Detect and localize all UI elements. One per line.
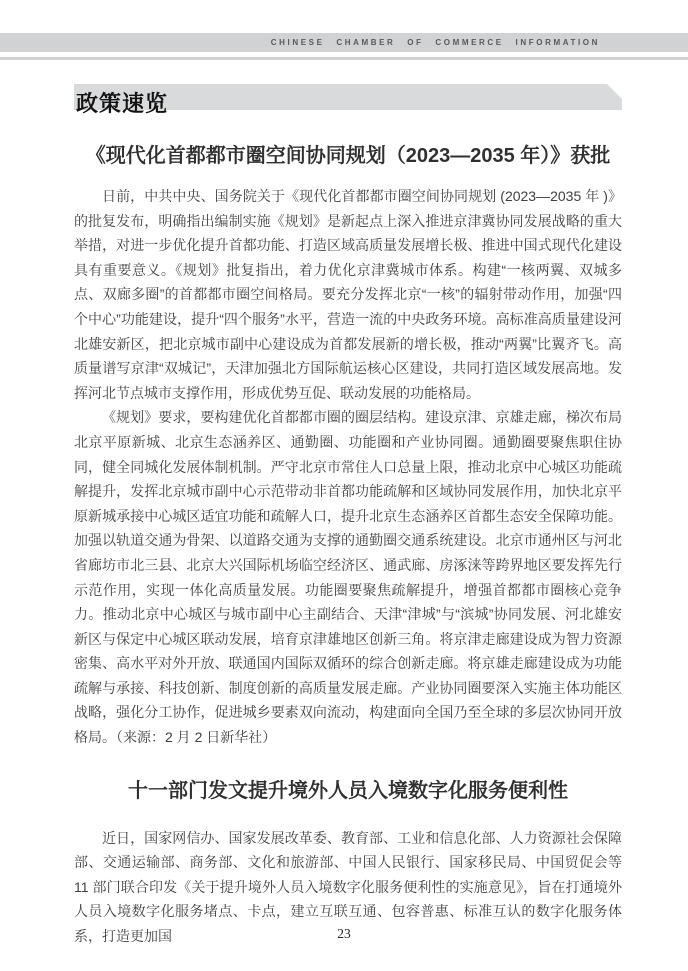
header-banner: [0, 33, 688, 52]
article-1-paragraph-1: 日前，中共中央、国务院关于《现代化首都都市圈空间协同规划 (2023—2035 年 )》的批复发布，明确指出编制实施《规划》是新起点上深入推进京津冀协同发展战略的重大举措，对进一步优化提升首都功能、打造区域高质量发展增长极、推进中国式现代化建设具有重要意义。《规划》批复指出，着力优化京津冀城市体系。构建“一核两翼、双城多点、双廊多圈”的首都都市圈空间格局。要充分发挥北京“一核”的辐射带动作用，加强“四个中心”功能建设，提升“四个服务”水平，营造一流的中央政务环境。高标准高质量建设河北雄安新区，把北京城市副中心建设成为首都发展新的增长极，推动“两翼”比翼齐飞。高质量谱写京津“双城记”，天津加强北方国际航运核心区建设，共同打造区域发展高地。发挥河北节点城市支撑作用，形成优势互促、联动发展的功能格局。: [74, 188, 622, 401]
article-1-title: 《现代化首都都市圈空间协同规划（2023—2035 年）》获批: [85, 145, 611, 167]
content-column: [74, 84, 622, 949]
header-rule-divider: [0, 57, 688, 60]
section-title: 政策速览: [76, 91, 169, 117]
article-1-paragraph-2: 《规划》要求，要构建优化首都都市圈的圈层结构。建设京津、京雄走廊，梯次布局北京平原新城、北京生态涵养区、通勤圈、功能圈和产业协同圈。通勤圈要聚焦职住协同，健全同城化发展体制机制。严守北京市常住人口总量上限，推动北京中心城区功能疏解提升，发挥北京城市副中心示范带动非首都功能疏解和区域协同发展作用，加快北京平原新城承接中心城区适宜功能和疏解人口，提升北京生态涵养区首都生态安全保障功能。加强以轨道交通为骨架、以道路交通为支撑的通勤圈交通系统建设。北京市通州区与河北省廊坊市北三县、北京大兴国际机场临空经济区、通武廊、房涿涞等跨界地区要发挥先行示范作用，实现一体化高质量发展。功能圈要聚焦疏解提升，增强首都都市圈核心竞争力。推动北京中心城区与城市副中心主副结合、天津“津城”与“滨城”协同发展、河北雄安新区与保定中心城区联动发展，培育京津雄地区创新三角。将京津走廊建设成为智力资源密集、高水平对外开放、联通国内国际双循环的综合创新走廊。将京雄走廊建设成为功能疏解与承接、科技创新、制度创新的高质量发展走廊。产业协同圈要深入实施主体功能区战略，强化分工协作，促进城乡要素双向流动，构建面向全国乃至全球的多层次协同开放格局。（来源：2 月 2 日新华社）: [74, 409, 622, 746]
page-number: 23: [337, 926, 351, 941]
article-2-paragraph-1: 近日，国家网信办、国家发展改革委、教育部、工业和信息化部、人力资源社会保障部、交通运输部、商务部、文化和旅游部、中国人民银行、国家移民局、中国贸促会等 11 部门联合印发《关于提升境外人员入境数字化服务便利性的实施意见》，旨在打通境外人员入境数字化服务堵点、卡点，建立互联互通、包容普惠、标准互认的数字化服务体系，打造更加国: [74, 829, 622, 945]
article-2-title: 十一部门发文提升境外人员入境数字化服务便利性: [128, 779, 568, 802]
header-banner-text: CHINESE CHAMBER OF COMMERCE INFORMATION: [270, 38, 600, 47]
